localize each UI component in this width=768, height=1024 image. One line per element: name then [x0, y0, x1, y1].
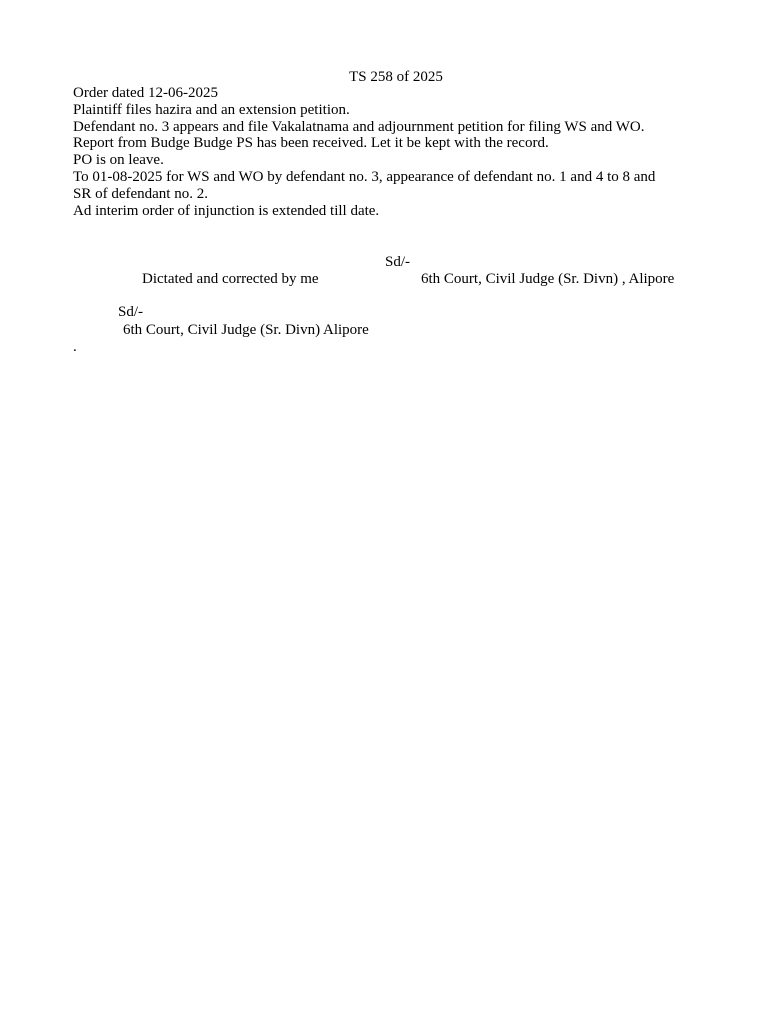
court-designation-bottom: 6th Court, Civil Judge (Sr. Divn) Alipore: [123, 322, 369, 338]
order-line: Ad interim order of injunction is extended till date.: [73, 202, 380, 219]
order-line: SR of defendant no. 2.: [73, 185, 208, 202]
order-line: PO is on leave.: [73, 152, 164, 169]
signature-sd-top: Sd/-: [385, 254, 411, 270]
order-line: Plaintiff files hazira and an extension petition.: [73, 101, 350, 118]
order-line: Defendant no. 3 appears and file Vakalatnama and adjournment petition for filing WS and WO.: [73, 118, 645, 135]
trailing-dot: .: [73, 339, 77, 355]
court-designation-right: 6th Court, Civil Judge (Sr. Divn) , Alipore: [421, 271, 675, 287]
signature-sd-bottom: Sd/-: [118, 304, 144, 320]
order-body: [73, 85, 713, 219]
order-line: Report from Budge Budge PS has been received. Let it be kept with the record.: [73, 135, 549, 152]
case-title: TS 258 of 2025: [349, 69, 443, 85]
order-line: To 01-08-2025 for WS and WO by defendant no. 3, appearance of defendant no. 1 and 4 to 8 and: [73, 168, 656, 185]
order-date-line: Order dated 12-06-2025: [73, 85, 218, 101]
dictated-note: Dictated and corrected by me: [142, 271, 319, 287]
